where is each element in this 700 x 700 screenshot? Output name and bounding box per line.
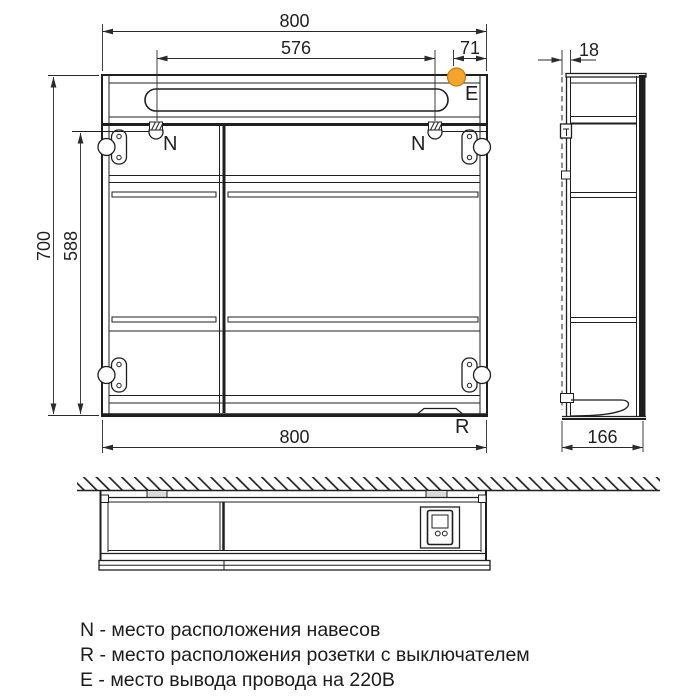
section-doors bbox=[99, 561, 490, 571]
side-shelf-lines bbox=[571, 193, 636, 323]
wire-outlet-dot bbox=[448, 68, 466, 86]
dim-front-width-top: 800 bbox=[279, 11, 310, 31]
legend bbox=[80, 619, 530, 691]
wire-label: E bbox=[465, 83, 479, 105]
dim-front-height: 700 bbox=[34, 230, 54, 262]
door-edge-profile bbox=[639, 75, 646, 417]
socket-recess bbox=[418, 409, 462, 414]
legend-socket: R - место расположения розетки с выключателем bbox=[80, 644, 530, 666]
dim-front-width-bottom: 800 bbox=[279, 427, 310, 447]
back-corner-right bbox=[479, 495, 487, 503]
dim-hanger-span: 576 bbox=[280, 38, 312, 58]
legend-wire: E - место вывода провода на 220В bbox=[80, 669, 395, 691]
front-view bbox=[72, 68, 491, 438]
dim-wire-offset: 71 bbox=[459, 38, 481, 58]
hanger-screw-right bbox=[428, 122, 442, 139]
hanger-label-right: N bbox=[411, 133, 426, 155]
dim-back-gap: 18 bbox=[578, 40, 600, 60]
wall-hatching bbox=[77, 477, 660, 490]
hanger-label-left: N bbox=[163, 133, 178, 155]
side-top-cap bbox=[566, 74, 646, 78]
section-view bbox=[77, 477, 660, 570]
shelf-lines bbox=[109, 176, 480, 404]
dim-side-depth: 166 bbox=[587, 427, 618, 447]
side-view bbox=[561, 74, 647, 420]
socket-with-switch bbox=[421, 507, 460, 548]
socket-label: R bbox=[455, 416, 470, 438]
legend-hanger: N - место расположения навесов bbox=[80, 619, 381, 641]
dim-hanger-height: 588 bbox=[61, 230, 81, 262]
lamp-diffuser bbox=[145, 89, 448, 111]
back-corner-left bbox=[101, 495, 109, 503]
mount-bracket-left bbox=[147, 491, 167, 498]
hanger-screw-left bbox=[149, 122, 163, 139]
lamp-shade-profile bbox=[571, 400, 628, 416]
mount-bracket-right bbox=[426, 491, 447, 498]
